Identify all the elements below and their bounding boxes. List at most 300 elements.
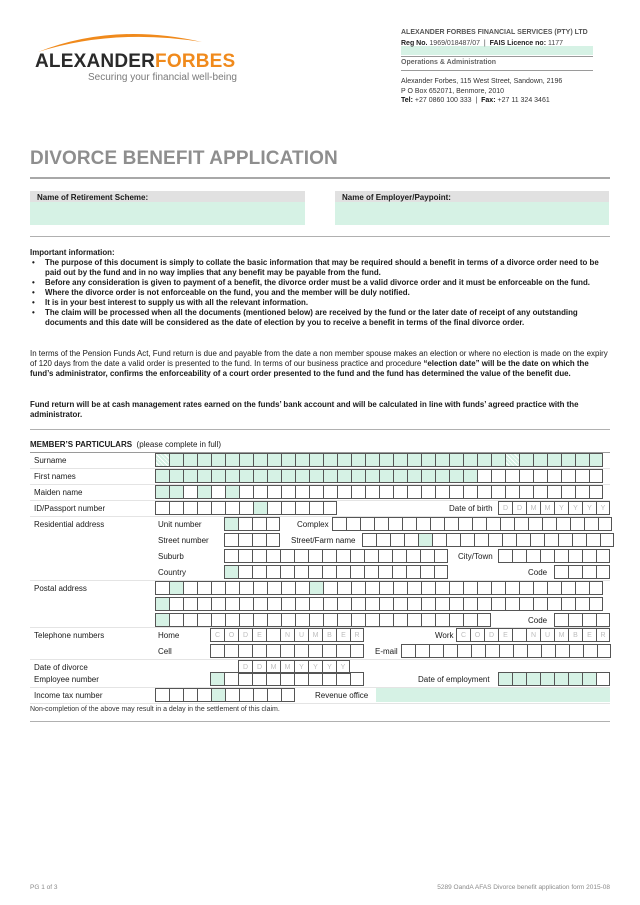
character-box[interactable] [390,533,404,547]
character-box[interactable] [155,501,169,515]
character-box[interactable] [589,597,603,611]
character-box[interactable] [351,453,365,467]
character-box[interactable]: N [526,628,540,642]
character-box[interactable] [266,533,280,547]
character-box[interactable] [225,485,239,499]
character-box[interactable] [266,517,280,531]
character-box[interactable] [541,644,555,658]
character-box[interactable] [430,517,444,531]
character-box[interactable] [252,533,266,547]
character-box[interactable] [225,688,239,702]
character-box[interactable] [378,549,392,563]
character-box[interactable] [463,597,477,611]
character-box[interactable] [393,453,407,467]
character-box[interactable] [458,517,472,531]
character-box[interactable] [197,469,211,483]
character-box[interactable] [346,517,360,531]
character-box[interactable]: D [484,628,498,642]
character-box[interactable] [435,597,449,611]
employer-name-input[interactable] [335,202,609,225]
character-box[interactable] [351,581,365,595]
character-box[interactable] [252,565,266,579]
character-box[interactable]: Y [568,501,582,515]
character-box[interactable]: R [350,628,364,642]
character-box[interactable] [197,597,211,611]
character-box[interactable] [477,613,491,627]
character-box[interactable] [266,644,280,658]
character-box[interactable] [322,672,336,686]
character-box[interactable] [544,533,558,547]
character-box[interactable] [474,533,488,547]
character-box[interactable] [183,688,197,702]
character-box[interactable]: M [526,501,540,515]
character-box[interactable] [224,672,238,686]
character-box[interactable] [253,453,267,467]
character-box[interactable] [561,485,575,499]
character-box[interactable] [519,581,533,595]
character-box[interactable] [280,549,294,563]
character-box[interactable] [322,565,336,579]
character-box[interactable] [337,469,351,483]
character-box[interactable] [350,565,364,579]
character-box[interactable] [582,549,596,563]
character-box[interactable] [446,533,460,547]
character-box[interactable]: D [498,501,512,515]
home-phone-input[interactable] [210,628,364,642]
character-box[interactable] [295,469,309,483]
character-box[interactable] [407,453,421,467]
character-box[interactable] [267,485,281,499]
character-box[interactable] [169,613,183,627]
character-box[interactable] [561,597,575,611]
character-box[interactable] [281,688,295,702]
character-box[interactable]: Y [308,660,322,674]
character-box[interactable]: E [582,628,596,642]
character-box[interactable] [365,453,379,467]
character-box[interactable] [392,549,406,563]
character-box[interactable] [449,613,463,627]
character-box[interactable] [364,565,378,579]
character-box[interactable] [420,549,434,563]
character-box[interactable] [505,581,519,595]
character-box[interactable] [449,597,463,611]
character-box[interactable] [197,688,211,702]
character-box[interactable] [547,485,561,499]
character-box[interactable] [597,644,611,658]
character-box[interactable]: Y [554,501,568,515]
character-box[interactable] [266,549,280,563]
character-box[interactable] [514,517,528,531]
character-box[interactable] [267,613,281,627]
character-box[interactable] [238,644,252,658]
character-box[interactable] [309,501,323,515]
character-box[interactable]: E [336,628,350,642]
character-box[interactable] [253,581,267,595]
character-box[interactable] [225,597,239,611]
character-box[interactable] [197,501,211,515]
city-town-input[interactable] [498,549,610,563]
character-box[interactable] [253,501,267,515]
character-box[interactable] [169,688,183,702]
character-box[interactable] [295,613,309,627]
character-box[interactable] [471,644,485,658]
postal-address-line-2[interactable] [155,597,603,611]
character-box[interactable] [582,672,596,686]
surname-input[interactable] [155,453,603,467]
character-box[interactable] [308,672,322,686]
character-box[interactable] [336,549,350,563]
character-box[interactable] [211,485,225,499]
character-box[interactable] [239,688,253,702]
character-box[interactable] [294,565,308,579]
character-box[interactable] [378,565,392,579]
character-box[interactable] [169,597,183,611]
character-box[interactable] [183,485,197,499]
character-box[interactable] [183,469,197,483]
character-box[interactable] [253,485,267,499]
character-box[interactable] [586,533,600,547]
character-box[interactable] [267,501,281,515]
character-box[interactable] [225,613,239,627]
character-box[interactable] [435,613,449,627]
character-box[interactable] [491,581,505,595]
character-box[interactable]: M [554,628,568,642]
character-box[interactable] [589,453,603,467]
character-box[interactable] [238,517,252,531]
character-box[interactable] [336,565,350,579]
character-box[interactable] [555,644,569,658]
character-box[interactable] [238,533,252,547]
character-box[interactable] [415,644,429,658]
character-box[interactable] [528,517,542,531]
maiden-name-input[interactable] [155,485,603,499]
unit-number-input[interactable] [224,517,280,531]
character-box[interactable] [183,581,197,595]
character-box[interactable] [308,644,322,658]
character-box[interactable] [568,613,582,627]
character-box[interactable] [583,644,597,658]
character-box[interactable] [547,597,561,611]
character-box[interactable] [197,485,211,499]
character-box[interactable] [513,644,527,658]
character-box[interactable] [505,469,519,483]
character-box[interactable] [295,581,309,595]
character-box[interactable] [155,688,169,702]
character-box[interactable] [443,644,457,658]
character-box[interactable] [407,597,421,611]
character-box[interactable]: C [210,628,224,642]
character-box[interactable] [491,597,505,611]
character-box[interactable] [519,485,533,499]
character-box[interactable] [533,485,547,499]
character-box[interactable] [554,672,568,686]
character-box[interactable] [393,613,407,627]
character-box[interactable] [598,517,612,531]
character-box[interactable] [491,453,505,467]
character-box[interactable]: O [224,628,238,642]
character-box[interactable] [379,485,393,499]
character-box[interactable] [527,644,541,658]
character-box[interactable] [225,453,239,467]
character-box[interactable] [568,549,582,563]
character-box[interactable] [337,453,351,467]
date-of-employment-input[interactable] [498,672,610,686]
character-box[interactable] [281,501,295,515]
character-box[interactable] [169,501,183,515]
character-box[interactable] [210,672,224,686]
postal-code-input[interactable] [554,613,610,627]
character-box[interactable] [267,453,281,467]
residential-code-input[interactable] [554,565,610,579]
character-box[interactable] [407,613,421,627]
character-box[interactable] [155,581,169,595]
character-box[interactable] [393,485,407,499]
character-box[interactable] [575,597,589,611]
character-box[interactable]: D [238,660,252,674]
character-box[interactable] [421,581,435,595]
character-box[interactable] [351,485,365,499]
character-box[interactable] [252,644,266,658]
character-box[interactable] [444,517,458,531]
character-box[interactable] [596,613,610,627]
character-box[interactable] [169,581,183,595]
character-box[interactable] [225,501,239,515]
employee-number-input[interactable] [210,672,364,686]
character-box[interactable] [561,469,575,483]
character-box[interactable] [582,565,596,579]
character-box[interactable] [421,485,435,499]
character-box[interactable] [533,597,547,611]
character-box[interactable] [266,565,280,579]
character-box[interactable] [351,597,365,611]
email-input[interactable] [401,644,611,658]
character-box[interactable] [322,549,336,563]
character-box[interactable] [211,581,225,595]
character-box[interactable] [197,581,211,595]
character-box[interactable] [266,628,280,642]
character-box[interactable] [211,688,225,702]
character-box[interactable] [589,581,603,595]
character-box[interactable] [308,549,322,563]
character-box[interactable] [575,581,589,595]
character-box[interactable] [420,565,434,579]
character-box[interactable]: D [252,660,266,674]
character-box[interactable] [239,581,253,595]
character-box[interactable] [294,549,308,563]
character-box[interactable] [600,533,614,547]
character-box[interactable] [308,565,322,579]
revenue-office-input[interactable] [376,688,610,702]
character-box[interactable] [392,565,406,579]
character-box[interactable] [281,581,295,595]
character-box[interactable] [295,453,309,467]
character-box[interactable] [337,597,351,611]
character-box[interactable] [365,613,379,627]
character-box[interactable] [498,549,512,563]
character-box[interactable] [477,453,491,467]
character-box[interactable] [379,453,393,467]
character-box[interactable] [432,533,446,547]
postal-address-line-1[interactable] [155,581,603,595]
id-passport-input[interactable] [155,501,337,515]
character-box[interactable]: M [266,660,280,674]
character-box[interactable] [224,549,238,563]
character-box[interactable] [238,565,252,579]
character-box[interactable] [309,453,323,467]
character-box[interactable] [350,549,364,563]
character-box[interactable] [463,485,477,499]
character-box[interactable] [596,549,610,563]
character-box[interactable] [379,581,393,595]
character-box[interactable] [449,485,463,499]
character-box[interactable] [309,597,323,611]
character-box[interactable] [477,597,491,611]
character-box[interactable] [360,517,374,531]
character-box[interactable] [558,533,572,547]
character-box[interactable] [294,672,308,686]
character-box[interactable] [351,469,365,483]
character-box[interactable] [365,581,379,595]
character-box[interactable] [477,469,491,483]
character-box[interactable] [309,613,323,627]
character-box[interactable] [404,533,418,547]
character-box[interactable] [569,644,583,658]
character-box[interactable] [498,672,512,686]
character-box[interactable] [239,613,253,627]
character-box[interactable] [309,581,323,595]
character-box[interactable] [281,485,295,499]
character-box[interactable] [323,469,337,483]
character-box[interactable] [540,549,554,563]
character-box[interactable]: B [322,628,336,642]
character-box[interactable] [266,672,280,686]
character-box[interactable]: O [470,628,484,642]
character-box[interactable] [197,453,211,467]
character-box[interactable] [281,469,295,483]
character-box[interactable] [281,613,295,627]
character-box[interactable] [224,644,238,658]
character-box[interactable] [323,613,337,627]
character-box[interactable] [421,453,435,467]
character-box[interactable] [379,597,393,611]
character-box[interactable] [239,501,253,515]
character-box[interactable] [575,453,589,467]
character-box[interactable] [280,565,294,579]
character-box[interactable]: Y [336,660,350,674]
character-box[interactable] [554,549,568,563]
character-box[interactable]: D [238,628,252,642]
character-box[interactable] [435,469,449,483]
character-box[interactable] [155,597,169,611]
character-box[interactable] [488,533,502,547]
character-box[interactable] [421,597,435,611]
character-box[interactable] [540,672,554,686]
character-box[interactable]: D [512,501,526,515]
character-box[interactable] [434,549,448,563]
character-box[interactable] [183,501,197,515]
character-box[interactable] [499,644,513,658]
character-box[interactable] [463,469,477,483]
character-box[interactable] [155,613,169,627]
character-box[interactable] [224,533,238,547]
character-box[interactable] [267,581,281,595]
character-box[interactable] [379,613,393,627]
character-box[interactable] [533,469,547,483]
character-box[interactable]: E [498,628,512,642]
character-box[interactable] [351,613,365,627]
suburb-input[interactable] [224,549,448,563]
cell-phone-input[interactable] [210,644,364,658]
character-box[interactable] [267,469,281,483]
character-box[interactable] [183,453,197,467]
character-box[interactable] [295,597,309,611]
complex-input[interactable] [332,517,612,531]
character-box[interactable] [365,469,379,483]
character-box[interactable] [526,549,540,563]
character-box[interactable] [183,613,197,627]
character-box[interactable]: Y [582,501,596,515]
character-box[interactable] [309,485,323,499]
character-box[interactable] [477,485,491,499]
country-input[interactable] [224,565,448,579]
character-box[interactable] [211,469,225,483]
character-box[interactable] [435,453,449,467]
character-box[interactable] [547,469,561,483]
character-box[interactable]: E [252,628,266,642]
character-box[interactable] [224,517,238,531]
character-box[interactable] [253,688,267,702]
character-box[interactable] [225,581,239,595]
first-names-input[interactable] [155,469,603,483]
character-box[interactable] [519,597,533,611]
character-box[interactable] [512,628,526,642]
character-box[interactable] [416,517,430,531]
character-box[interactable]: Y [294,660,308,674]
character-box[interactable] [596,672,610,686]
character-box[interactable] [406,549,420,563]
character-box[interactable] [582,613,596,627]
income-tax-number-input[interactable] [155,688,295,702]
character-box[interactable] [252,549,266,563]
character-box[interactable] [435,581,449,595]
character-box[interactable] [542,517,556,531]
character-box[interactable] [407,581,421,595]
character-box[interactable] [554,565,568,579]
character-box[interactable] [435,485,449,499]
character-box[interactable] [505,453,519,467]
character-box[interactable] [402,517,416,531]
character-box[interactable] [267,597,281,611]
work-phone-input[interactable] [456,628,610,642]
character-box[interactable] [350,644,364,658]
character-box[interactable] [239,453,253,467]
character-box[interactable] [393,469,407,483]
character-box[interactable] [393,597,407,611]
character-box[interactable] [253,613,267,627]
character-box[interactable] [252,517,266,531]
character-box[interactable] [401,644,415,658]
character-box[interactable] [365,597,379,611]
character-box[interactable] [421,469,435,483]
character-box[interactable] [457,644,471,658]
character-box[interactable] [169,453,183,467]
character-box[interactable] [584,517,598,531]
character-box[interactable] [169,469,183,483]
character-box[interactable] [406,565,420,579]
character-box[interactable] [561,453,575,467]
character-box[interactable] [211,597,225,611]
character-box[interactable] [364,549,378,563]
